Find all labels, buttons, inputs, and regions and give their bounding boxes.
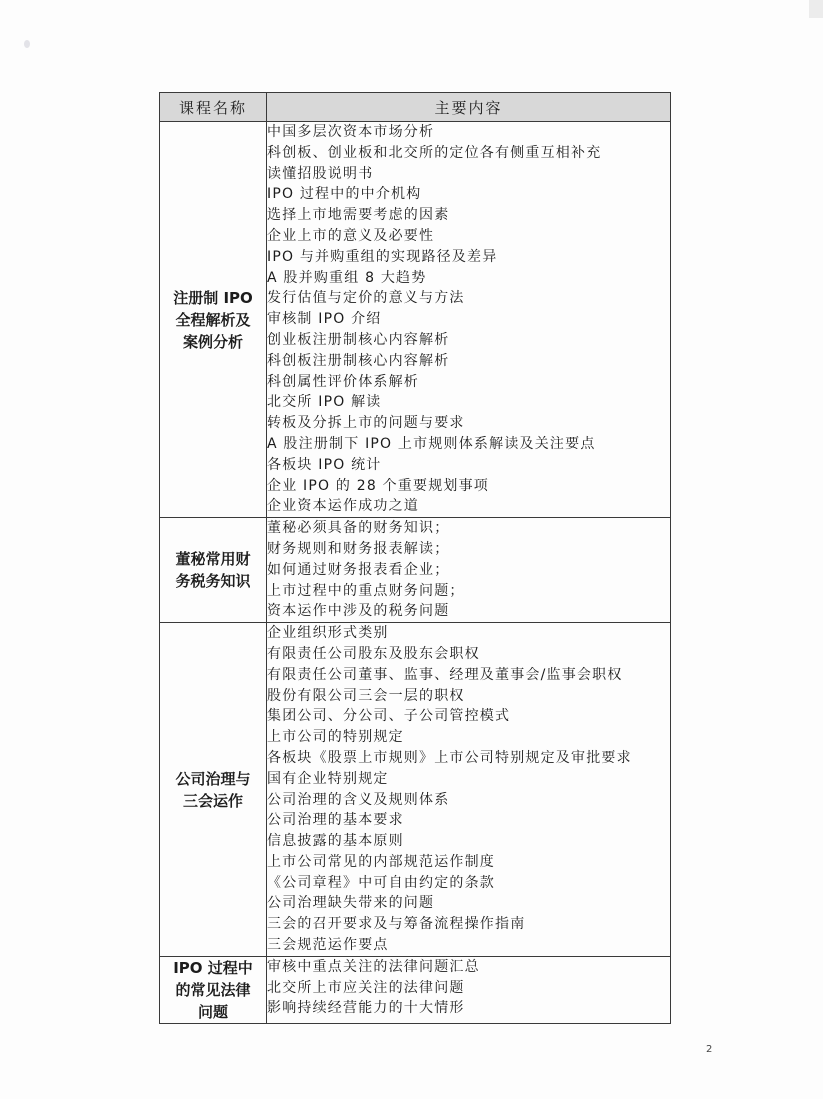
- content-item: 《公司章程》中可自由约定的条款: [267, 874, 495, 891]
- content-item: 企业上市的意义及必要性: [267, 227, 435, 244]
- course-name-line: 案例分析: [182, 332, 243, 351]
- table-header-row: [160, 93, 671, 122]
- content-item: 集团公司、分公司、子公司管控模式: [267, 708, 511, 725]
- content-item: 公司治理缺失带来的问题: [267, 895, 435, 912]
- content-item: 北交所 IPO 解读: [267, 394, 382, 411]
- content-item: 发行估值与定价的意义与方法: [267, 290, 465, 307]
- course-table: [159, 92, 671, 1024]
- content-item: 北交所上市应关注的法律问题: [267, 979, 465, 996]
- content-item: 中国多层次资本市场分析: [267, 124, 435, 140]
- content-item: 公司治理的基本要求: [267, 812, 404, 829]
- content-item: 有限责任公司董事、监事、经理及董事会/监事会职权: [267, 666, 623, 683]
- scan-speck: [24, 40, 30, 48]
- content-item: 有限责任公司股东及股东会职权: [267, 645, 480, 662]
- course-name-line: 的常见法律: [175, 980, 251, 999]
- course-content-cell: [267, 122, 671, 518]
- content-item: 三会的召开要求及与筹备流程操作指南: [267, 916, 526, 933]
- content-item: 三会规范运作要点: [267, 937, 389, 954]
- content-item: 如何通过财务报表看企业；: [267, 561, 450, 578]
- table-row: [160, 623, 671, 957]
- course-name-line: 三会运作: [182, 791, 243, 810]
- content-item: 科创属性评价体系解析: [267, 373, 419, 390]
- course-name-line: 注册制 IPO: [173, 288, 253, 307]
- content-item: 创业板注册制核心内容解析: [267, 331, 450, 348]
- course-name-line: 全程解析及: [175, 310, 251, 329]
- content-item: 企业 IPO 的 28 个重要规划事项: [267, 477, 490, 494]
- content-item: 企业资本运作成功之道: [267, 498, 419, 515]
- content-item: 公司治理的含义及规则体系: [267, 791, 450, 808]
- course-name-line: 务税务知识: [175, 572, 251, 591]
- course-name-line: 董秘常用财: [175, 550, 251, 569]
- course-name-cell: [160, 122, 267, 518]
- content-item: 上市过程中的重点财务问题；: [267, 582, 465, 599]
- content-item: 企业组织形式类别: [267, 625, 389, 642]
- course-name-line: 问题: [197, 1002, 228, 1021]
- header-course-name: 课程名称: [160, 93, 267, 122]
- content-item: 读懂招股说明书: [267, 165, 374, 182]
- content-item: 各板块 IPO 统计: [267, 456, 382, 473]
- content-item: 各板块《股票上市规则》上市公司特别规定及审批要求: [267, 749, 632, 766]
- content-item: 影响持续经营能力的十大情形: [267, 1000, 465, 1017]
- table-row: [160, 122, 671, 518]
- course-name-cell: [160, 623, 267, 957]
- content-item: 审核中重点关注的法律问题汇总: [267, 958, 480, 975]
- content-item: 科创板、创业板和北交所的定位各有侧重互相补充: [267, 144, 602, 161]
- course-content-cell: [267, 956, 671, 1023]
- table-row: [160, 956, 671, 1023]
- content-item: 财务规则和财务报表解读；: [267, 540, 450, 557]
- content-item: A 股并购重组 8 大趋势: [267, 269, 427, 286]
- table-row: [160, 518, 671, 623]
- page-number: 2: [706, 1044, 713, 1055]
- content-item: 股份有限公司三会一层的职权: [267, 687, 465, 704]
- content-item: 上市公司的特别规定: [267, 729, 404, 746]
- content-item: 选择上市地需要考虑的因素: [267, 207, 450, 224]
- content-item: A 股注册制下 IPO 上市规则体系解读及关注要点: [267, 435, 596, 452]
- content-item: 上市公司常见的内部规范运作制度: [267, 853, 495, 870]
- course-name-line: IPO 过程中: [173, 958, 253, 977]
- scan-corner-mark: [809, 0, 823, 18]
- header-main-content: 主要内容: [267, 93, 671, 122]
- course-name-cell: [160, 956, 267, 1023]
- course-name-line: 公司治理与: [175, 769, 251, 788]
- content-item: 信息披露的基本原则: [267, 833, 404, 850]
- table-body: [160, 122, 671, 1024]
- course-content-cell: [267, 623, 671, 957]
- content-item: 董秘必须具备的财务知识；: [267, 520, 450, 537]
- course-content-cell: [267, 518, 671, 623]
- content-item: IPO 与并购重组的实现路径及差异: [267, 248, 498, 265]
- content-item: 科创板注册制核心内容解析: [267, 352, 450, 369]
- content-item: 审核制 IPO 介绍: [267, 311, 382, 328]
- content-item: 国有企业特别规定: [267, 770, 389, 787]
- course-name-cell: [160, 518, 267, 623]
- content-item: 转板及分拆上市的问题与要求: [267, 415, 465, 432]
- content-item: IPO 过程中的中介机构: [267, 186, 422, 203]
- content-item: 资本运作中涉及的税务问题: [267, 603, 450, 620]
